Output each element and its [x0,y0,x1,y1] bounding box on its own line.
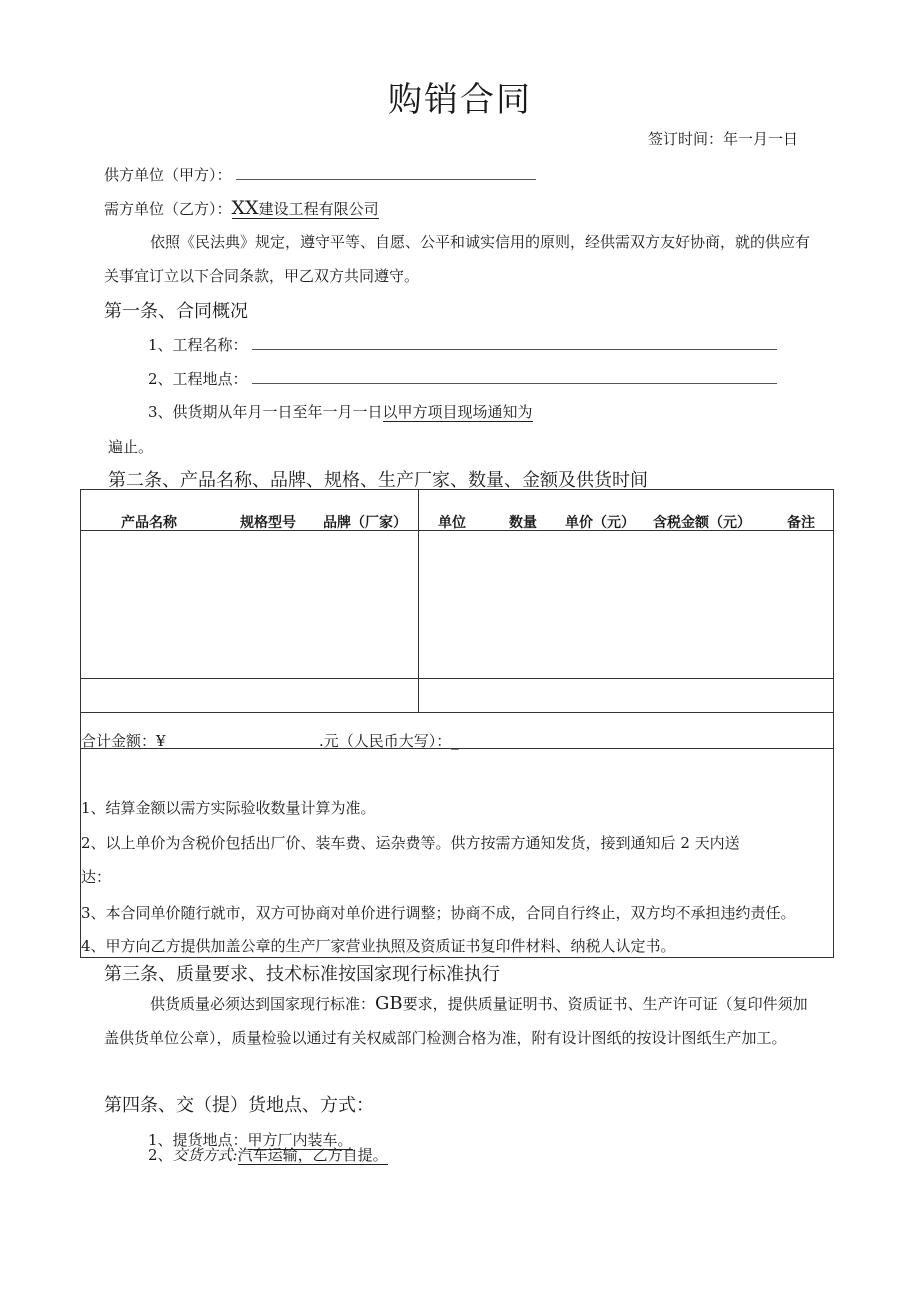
project-location-line [148,367,777,389]
supplier-label: 供方单位（甲方）： [104,166,232,184]
article-1-heading: 第一条、合同概况 [104,301,248,322]
supplier-line [104,163,536,185]
col-header-remarks: 备注 [787,515,815,531]
quality-line-2: 盖供货单位公章），质量检验以通过有关权威部门检测合格为准，附有设计图纸的按设计图纸生产加工。 [104,1029,787,1047]
quality-line-1 [150,987,808,1021]
quality-gb: GB [375,993,403,1014]
col-header-amount: 含税金额（元） [653,515,751,531]
delivery-method-label: 交货方式: [172,1146,238,1164]
col-header-spec: 规格型号 [240,515,296,531]
note-2: 2、以上单价为含税价包括出厂价、装车费、运杂费等。供方按需方通知发货，接到通知后 2 天内送 [81,834,740,852]
signing-date: 签订时间：年一月一日 [648,130,799,148]
pickup-location-label: 1、提货地点： [148,1131,248,1149]
note-1: 1、结算金额以需方实际验收数量计算为准。 [81,799,376,817]
buyer-value-text: 建设工程有限公司 [258,200,379,218]
table-column-divider [418,490,419,712]
project-location-label: 2、工程地点： [148,370,248,388]
supply-period-cont: 遍止。 [108,438,154,456]
table-rule [81,678,833,679]
total-amount-label: 合计金额：¥ [81,732,166,750]
article-4-heading: 第四条、交（提）货地点、方式： [104,1095,374,1116]
total-amount-rmb: .元（人民币大写）：_ [319,732,459,750]
project-name-line [148,333,777,355]
delivery-method-num: 2、 [148,1146,173,1164]
note-4: 4、甲方向乙方提供加盖公章的生产厂家营业执照及资质证书复印件材料、纳税人认定书。 [81,937,676,955]
col-header-product-name: 产品名称 [121,515,177,531]
project-name-blank [252,333,777,350]
table-rule [81,712,833,713]
delivery-method-value: 汽车运输，乙方自提。 [237,1146,388,1164]
article-3-heading: 第三条、质量要求、技术标准按国家现行标准执行 [104,964,500,985]
col-header-brand: 品牌（厂家） [323,515,407,531]
col-header-quantity: 数量 [509,515,537,531]
quality-line-1-prefix: 供货质量必须达到国家现行标准： [150,995,376,1013]
intro-line-2: 关事宜订立以下合同条款，甲乙双方共同遵守。 [104,267,420,285]
supplier-blank [236,163,536,180]
buyer-line [104,197,379,219]
product-table [80,489,834,958]
note-2-cont: 达： [81,868,112,886]
col-header-unit-price: 单价（元） [565,515,635,531]
buyer-label: 需方单位（乙方）： [104,200,232,218]
col-header-unit: 单位 [438,515,466,531]
project-location-blank [252,367,777,384]
supply-period-line [148,401,533,422]
buyer-value [231,197,379,219]
delivery-method [148,1144,388,1165]
pickup-location-value: 甲方厂内装车。 [247,1131,353,1149]
intro-line-1: 依照《民法典》规定，遵守平等、自愿、公平和诚实信用的原则，经供需双方友好协商，就的供应有 [150,233,811,251]
contract-title: 购销合同 [388,80,532,120]
quality-line-1-rest: 要求，提供质量证明书、资质证书、生产许可证（复印件须加 [402,995,808,1013]
article-2-heading: 第二条、产品名称、品牌、规格、生产厂家、数量、金额及供货时间 [108,470,648,491]
project-name-label: 1、工程名称： [148,336,248,354]
supply-period-text: 3、供货期从年月一日至年一月一日 [148,403,383,421]
note-3: 3、本合同单价随行就市，双方可协商对单价进行调整；协商不成，合同自行终止，双方均不承担违约责任。 [81,904,796,922]
supply-period-underlined: 以甲方项目现场通知为 [382,403,533,421]
buyer-value-prefix: XX [231,197,259,219]
